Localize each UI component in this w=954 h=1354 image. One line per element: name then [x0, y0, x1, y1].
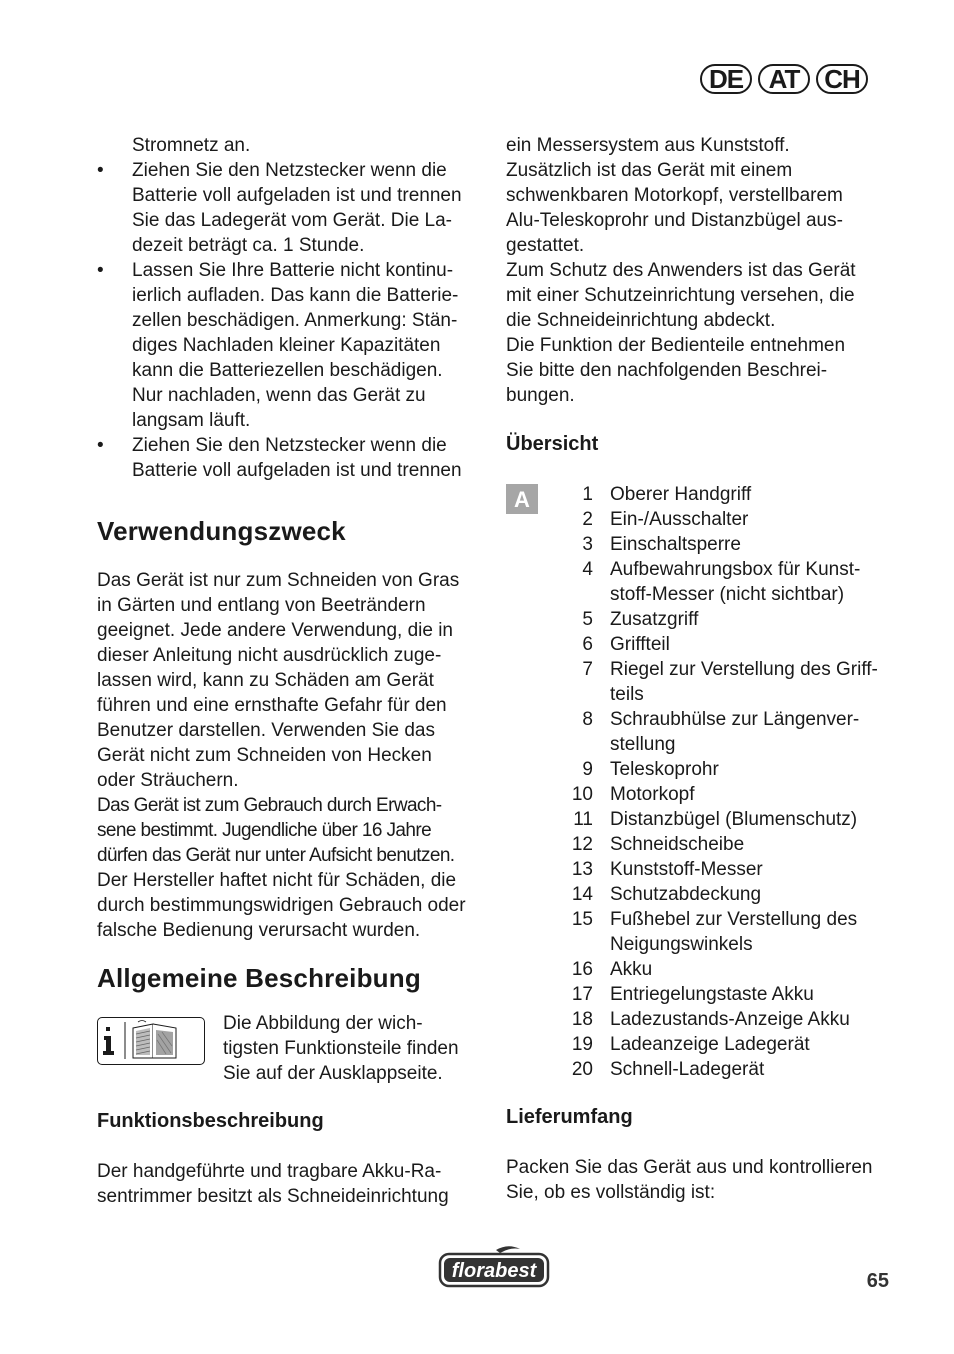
info-block [97, 1011, 483, 1086]
overview-item [552, 1007, 890, 1032]
bullet-line: Batterie voll aufgeladen ist und trennen [132, 185, 462, 206]
info-text [223, 1011, 459, 1086]
text-line: dürfen das Gerät nur unter Aufsicht benutzen. [97, 845, 455, 866]
bullet-item [97, 258, 483, 433]
bullet-line: diges Nachladen kleiner Kapazitäten [132, 335, 441, 356]
figure-label-badge: A [506, 484, 538, 514]
overview-item-number: 16 [571, 959, 593, 980]
bullet-dot: • [97, 160, 104, 181]
text-line: schwenkbaren Motorkopf, verstellbarem [506, 185, 843, 206]
overview-item-number: 17 [571, 984, 593, 1005]
overview-item-label [610, 1032, 890, 1057]
overview-item-label [610, 907, 890, 957]
text-line: Die Abbildung der wich- [223, 1013, 423, 1034]
bullet-dot: • [97, 260, 104, 281]
overview-item-line: stoff-Messer (nicht sichtbar) [610, 584, 845, 605]
overview-item-label [610, 507, 890, 532]
brand-logo [438, 1244, 550, 1295]
funktion-body [97, 1159, 483, 1209]
text-line: Zusätzlich ist das Gerät mit einem [506, 160, 793, 181]
left-column [97, 133, 483, 1209]
overview-item-number: 6 [582, 634, 593, 655]
overview-item-label [610, 557, 890, 607]
text-line: oder Sträuchern. [97, 770, 239, 791]
overview-item [552, 1032, 890, 1057]
overview-item [552, 532, 890, 557]
overview-item [552, 607, 890, 632]
overview-item [552, 907, 890, 957]
overview-item [552, 807, 890, 832]
country-badge-de: DE [700, 64, 752, 94]
text-line: in Gärten und entlang von Beeträndern [97, 595, 426, 616]
bullet-line: Ziehen Sie den Netzstecker wenn die [132, 435, 447, 456]
overview-item-line: Akku [610, 959, 653, 980]
overview-item-number: 10 [571, 784, 593, 805]
text-line: Der handgeführte und tragbare Akku-Ra- [97, 1161, 442, 1182]
bullet-line: Ziehen Sie den Netzstecker wenn die [132, 160, 447, 181]
overview-item-line: Kunststoff-Messer [610, 859, 763, 880]
overview-item-line: Schutzabdeckung [610, 884, 762, 905]
text-line: durch bestimmungswidrigen Gebrauch oder [97, 895, 466, 916]
overview-item-label [610, 807, 890, 832]
overview-item-label [610, 657, 890, 707]
overview-item-label [610, 957, 890, 982]
overview-item-number: 18 [571, 1009, 593, 1030]
overview-item-number: 1 [582, 484, 593, 505]
section-heading-verwendungszweck: Verwendungszweck [97, 516, 346, 546]
text-line: Alu-Teleskoprohr und Distanzbügel aus- [506, 210, 843, 231]
bullet-item [97, 158, 483, 258]
text-line: dieser Anleitung nicht ausdrücklich zuge- [97, 645, 442, 666]
overview-item [552, 957, 890, 982]
bullet-line: Lassen Sie Ihre Batterie nicht kontinu- [132, 260, 454, 281]
text-line: sene bestimmt. Jugendliche über 16 Jahre [97, 820, 432, 841]
country-badge-ch: CH [816, 64, 868, 94]
overview-item-line: Teleskoprohr [610, 759, 719, 780]
overview-item-line: Aufbewahrungsbox für Kunst- [610, 559, 861, 580]
text-line: lassen wird, kann zu Schäden am Gerät [97, 670, 434, 691]
lieferumfang-body [506, 1155, 890, 1205]
bullet-line: ierlich aufladen. Das kann die Batterie- [132, 285, 459, 306]
section-heading-lieferumfang: Lieferumfang [506, 1106, 633, 1128]
overview-item-number: 15 [571, 909, 593, 930]
section-heading-funktionsbeschreibung: Funktionsbeschreibung [97, 1110, 324, 1132]
text-line: Sie bitte den nachfolgenden Beschrei- [506, 360, 828, 381]
text-line: Zum Schutz des Anwenders ist das Gerät [506, 260, 856, 281]
overview-item-number: 14 [571, 884, 593, 905]
text-line: bungen. [506, 385, 575, 406]
overview-item-line: Entriegelungstaste Akku [610, 984, 814, 1005]
text-line: Sie auf der Ausklappseite. [223, 1063, 443, 1084]
bullet-dot: • [97, 435, 104, 456]
overview-item-line: Distanzbügel (Blumenschutz) [610, 809, 858, 830]
overview-item-label [610, 882, 890, 907]
bullet-line: langsam läuft. [132, 410, 251, 431]
bullet-line: dezeit beträgt ca. 1 Stunde. [132, 235, 365, 256]
overview-item-number: 19 [571, 1034, 593, 1055]
section-heading-uebersicht: Übersicht [506, 433, 599, 455]
overview-item-line: Schneidscheibe [610, 834, 745, 855]
overview-item-number: 13 [571, 859, 593, 880]
bullet-line: Nur nachladen, wenn das Gerät zu [132, 385, 426, 406]
text-line: geeignet. Jede andere Verwendung, die in [97, 620, 453, 641]
text-line: mit einer Schutzeinrichtung versehen, die [506, 285, 855, 306]
overview-item [552, 782, 890, 807]
right-column [506, 133, 890, 1205]
overview-item-line: Motorkopf [610, 784, 695, 805]
overview-item-number: 11 [573, 809, 593, 830]
country-badges [700, 64, 868, 94]
overview-item [552, 707, 890, 757]
info-foldout-icon [97, 1017, 205, 1065]
text-line: Das Gerät ist nur zum Schneiden von Gras [97, 570, 460, 591]
bullet-list [97, 158, 483, 483]
overview-item [552, 507, 890, 532]
overview-item-number: 20 [571, 1059, 593, 1080]
overview-item [552, 657, 890, 707]
overview-item-line: Riegel zur Verstellung des Griff- [610, 659, 878, 680]
text-line: falsche Bedienung verursacht wurden. [97, 920, 421, 941]
text-line: Packen Sie das Gerät aus und kontrollieren [506, 1157, 873, 1178]
brand-name: florabest [451, 1260, 537, 1282]
text-line: führen und eine ernsthafte Gefahr für den [97, 695, 447, 716]
overview-item-number: 12 [571, 834, 593, 855]
overview-item-number: 3 [582, 534, 593, 555]
bullet-line: kann die Batteriezellen beschädigen. [132, 360, 443, 381]
description-body [506, 133, 890, 408]
overview-item-label [610, 532, 890, 557]
overview-item-number: 4 [582, 559, 593, 580]
overview-item-line: Neigungswinkels [610, 934, 753, 955]
overview-item-line: Ladezustands-Anzeige Akku [610, 1009, 850, 1030]
text-line: Sie, ob es vollständig ist: [506, 1182, 716, 1203]
overview-item-line: Griffteil [610, 634, 670, 655]
overview-item-line: teils [610, 684, 644, 705]
overview-item-label [610, 607, 890, 632]
text-line: Das Gerät ist zum Gebrauch durch Erwach- [97, 795, 442, 816]
text-line: tigsten Funktionsteile finden [223, 1038, 459, 1059]
overview-item [552, 482, 890, 507]
overview-list [552, 482, 890, 1082]
bullet-item [97, 433, 483, 483]
verwendungszweck-body [97, 568, 483, 943]
bullet-line: Sie das Ladegerät vom Gerät. Die La- [132, 210, 453, 231]
overview-item [552, 857, 890, 882]
overview-item [552, 882, 890, 907]
overview-item-label [610, 707, 890, 757]
overview-item-label [610, 782, 890, 807]
overview-item-line: Ladeanzeige Ladegerät [610, 1034, 810, 1055]
text-line: Benutzer darstellen. Verwenden Sie das [97, 720, 435, 741]
overview-item-number: 2 [582, 509, 593, 530]
overview-block [506, 482, 890, 1082]
overview-item [552, 757, 890, 782]
overview-item-line: Zusatzgriff [610, 609, 699, 630]
overview-item-line: Schnell-Ladegerät [610, 1059, 765, 1080]
overview-item-number: 7 [582, 659, 593, 680]
text-line: Der Hersteller haftet nicht für Schäden, die [97, 870, 457, 891]
overview-item-label [610, 832, 890, 857]
overview-item [552, 1057, 890, 1082]
overview-item-label [610, 857, 890, 882]
overview-item-line: Schraubhülse zur Längenver- [610, 709, 860, 730]
overview-item-number: 5 [582, 609, 593, 630]
bullet-line: zellen beschädigen. Anmerkung: Stän- [132, 310, 458, 331]
country-badge-at: AT [758, 64, 810, 94]
overview-item-line: Einschaltsperre [610, 534, 741, 555]
overview-item-line: stellung [610, 734, 676, 755]
overview-item-label [610, 1007, 890, 1032]
overview-item-label [610, 482, 890, 507]
overview-item-number: 9 [582, 759, 593, 780]
page-number: 65 [866, 1270, 889, 1292]
text-line: Die Funktion der Bedienteile entnehmen [506, 335, 846, 356]
overview-item-line: Oberer Handgriff [610, 484, 752, 505]
overview-item [552, 557, 890, 607]
text-line: gestattet. [506, 235, 585, 256]
overview-item-line: Fußhebel zur Verstellung des [610, 909, 858, 930]
section-heading-allgemeine-beschreibung: Allgemeine Beschreibung [97, 963, 421, 993]
overview-item-label [610, 632, 890, 657]
text-line: die Schneideinrichtung abdeckt. [506, 310, 776, 331]
bullet-continuation: Stromnetz an. [132, 135, 251, 156]
overview-item-label [610, 757, 890, 782]
text-line: Gerät nicht zum Schneiden von Hecken [97, 745, 432, 766]
overview-item [552, 832, 890, 857]
overview-item-label [610, 1057, 890, 1082]
overview-item [552, 982, 890, 1007]
overview-item-label [610, 982, 890, 1007]
overview-item-number: 8 [582, 709, 593, 730]
overview-item-line: Ein-/Ausschalter [610, 509, 749, 530]
text-line: ein Messersystem aus Kunststoff. [506, 135, 790, 156]
overview-item [552, 632, 890, 657]
text-line: sentrimmer besitzt als Schneideinrichtung [97, 1186, 449, 1207]
bullet-line: Batterie voll aufgeladen ist und trennen [132, 460, 462, 481]
